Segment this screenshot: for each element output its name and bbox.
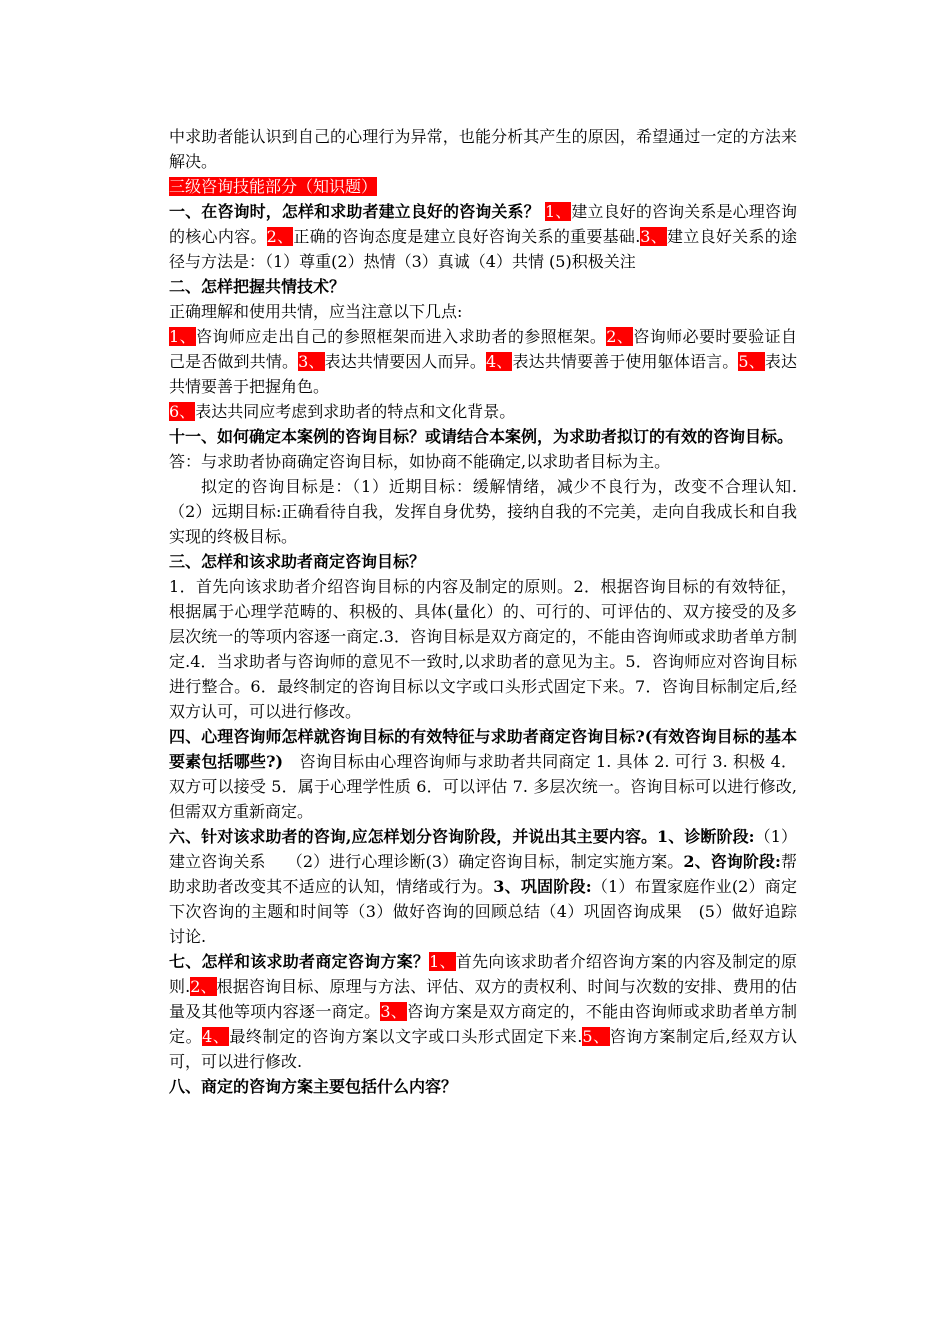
q1-item-1: 建立良好的咨询关系是心理咨询的核心内容。	[169, 202, 797, 246]
question-6	[169, 824, 797, 949]
marker-4: 4、	[202, 1027, 230, 1046]
question-7-title: 七、怎样和该求助者商定咨询方案？	[169, 952, 430, 971]
question-11-answer: 答：与求助者协商确定咨询目标，如协商不能确定,以求助者目标为主。	[169, 452, 671, 471]
question-2-title: 二、怎样把握共情技术？	[169, 277, 346, 296]
q7-item-1: 首先向该求助者介绍咨询方案的内容及制定的原则.	[169, 952, 797, 996]
section-title	[169, 174, 797, 199]
q7-item-5: 咨询方案制定后,经双方认可，可以进行修改.	[169, 1027, 797, 1071]
paragraph-intro: 中求助者能认识到自己的心理行为异常，也能分析其产生的原因，希望通过一定的方法来解决。	[169, 127, 797, 171]
marker-1: 1、	[544, 202, 572, 221]
marker-5: 5、	[738, 352, 765, 371]
question-2-answer	[169, 324, 797, 399]
stage-1-label: 1、诊断阶段:	[657, 827, 755, 846]
question-4-title: 四、心理咨询师怎样就咨询目标的有效特征与求助者商定咨询目标?(有效咨询目标的基本要素包括哪些?)	[169, 727, 797, 771]
q2-item-6: 表达共同应考虑到求助者的特点和文化背景。	[195, 402, 516, 421]
question-4-answer: 咨询目标由心理咨询师与求助者共同商定 1. 具体 2. 可行 3. 积极 4．双方可以接受 5．属于心理学性质 6．可以评估 7. 多层次统一。咨询目标可以进行修改,但需双方重新商定。	[169, 752, 797, 821]
question-6-title: 六、针对该求助者的咨询,应怎样划分咨询阶段，并说出其主要内容。	[169, 827, 658, 846]
marker-1: 1、	[429, 952, 456, 971]
question-3-answer: 1．首先向该求助者介绍咨询目标的内容及制定的原则。2．根据咨询目标的有效特征，根据属于心理学范畴的、积极的、具体(量化）的、可行的、可评估的、双方接受的及多层次统一的等项内容逐一商定.3．咨询目标是双方商定的，不能由咨询师或求助者单方制定.4．当求助者与咨询师的意见不一致时,以求助者的意见为主。5．咨询师应对咨询目标进行整合。6．最终制定的咨询目标以文字或口头形式固定下来。7．咨询目标制定后,经双方认可，可以进行修改。	[169, 577, 797, 721]
question-3-title: 三、怎样和该求助者商定咨询目标？	[169, 552, 426, 571]
marker-1: 1、	[169, 327, 197, 346]
q2-item-3: 表达共情要因人而异。	[324, 352, 486, 371]
q2-item-5: 表达共情要善于把握角色。	[169, 352, 797, 396]
stage-2-text: 帮助求助者改变其不适应的认知，情绪或行为。	[169, 852, 797, 896]
q7-item-2: 根据咨询目标、原理与方法、评估、双方的责权利、时间与次数的安排、费用的估量及其他等项内容逐一商定。	[169, 977, 797, 1021]
question-2-intro: 正确理解和使用共情，应当注意以下几点:	[169, 302, 463, 321]
marker-4: 4、	[485, 352, 513, 371]
q1-item-3: 建立良好关系的途径与方法是：（1）尊重(2）热情（3）真诚（4）共情 (5)积极关注	[169, 227, 797, 271]
q2-item-2: 咨询师必要时要验证自己是否做到共情。	[169, 327, 797, 371]
q1-item-2: 正确的咨询态度是建立良好咨询关系的重要基础.	[293, 227, 641, 246]
document-page	[169, 124, 797, 1099]
question-11-goals: 拟定的咨询目标是：（1）近期目标：缓解情绪，减少不良行为，改变不合理认知.（2）远期目标:正确看待自我，发挥自身优势，接纳自我的不完美，走向自我成长和自我实现的终极目标。	[169, 477, 797, 546]
q2-item-4: 表达共情要善于使用躯体语言。	[512, 352, 739, 371]
marker-3: 3、	[640, 227, 668, 246]
marker-3: 3、	[380, 1002, 408, 1021]
marker-6: 6、	[169, 402, 196, 421]
marker-2: 2、	[266, 227, 294, 246]
question-2-answer-6	[169, 399, 797, 424]
question-7	[169, 949, 797, 1074]
marker-5: 5、	[582, 1027, 610, 1046]
question-4	[169, 724, 797, 824]
section-title-text: 三级咨询技能部分（知识题）	[169, 177, 378, 196]
question-11-title: 十一、如何确定本案例的咨询目标？或请结合本案例，为求助者拟订的有效的咨询目标。	[169, 427, 794, 446]
marker-3: 3、	[298, 352, 325, 371]
q2-item-1: 咨询师应走出自己的参照框架而进入求助者的参照框架。	[196, 327, 607, 346]
question-1-title: 一、在咨询时，怎样和求助者建立良好的咨询关系？	[169, 202, 540, 221]
question-1	[169, 199, 797, 274]
stage-3-label: 3、巩固阶段:	[493, 877, 592, 896]
q7-item-3: 咨询方案是双方商定的，不能由咨询师或求助者单方制定。	[169, 1002, 797, 1046]
marker-2: 2、	[190, 977, 217, 996]
stage-1-text: （1）建立咨询关系 （2）进行心理诊断(3）确定咨询目标，制定实施方案。	[169, 827, 797, 871]
stage-3-text: （1）布置家庭作业(2）商定下次咨询的主题和时间等（3）做好咨询的回顾总结（4）巩固咨询成果 (5）做好追踪讨论.	[169, 877, 797, 946]
q7-item-4: 最终制定的咨询方案以文字或口头形式固定下来.	[229, 1027, 583, 1046]
marker-2: 2、	[606, 327, 634, 346]
question-8-title: 八、商定的咨询方案主要包括什么内容？	[169, 1077, 458, 1096]
stage-2-label: 2、咨询阶段:	[683, 852, 781, 871]
